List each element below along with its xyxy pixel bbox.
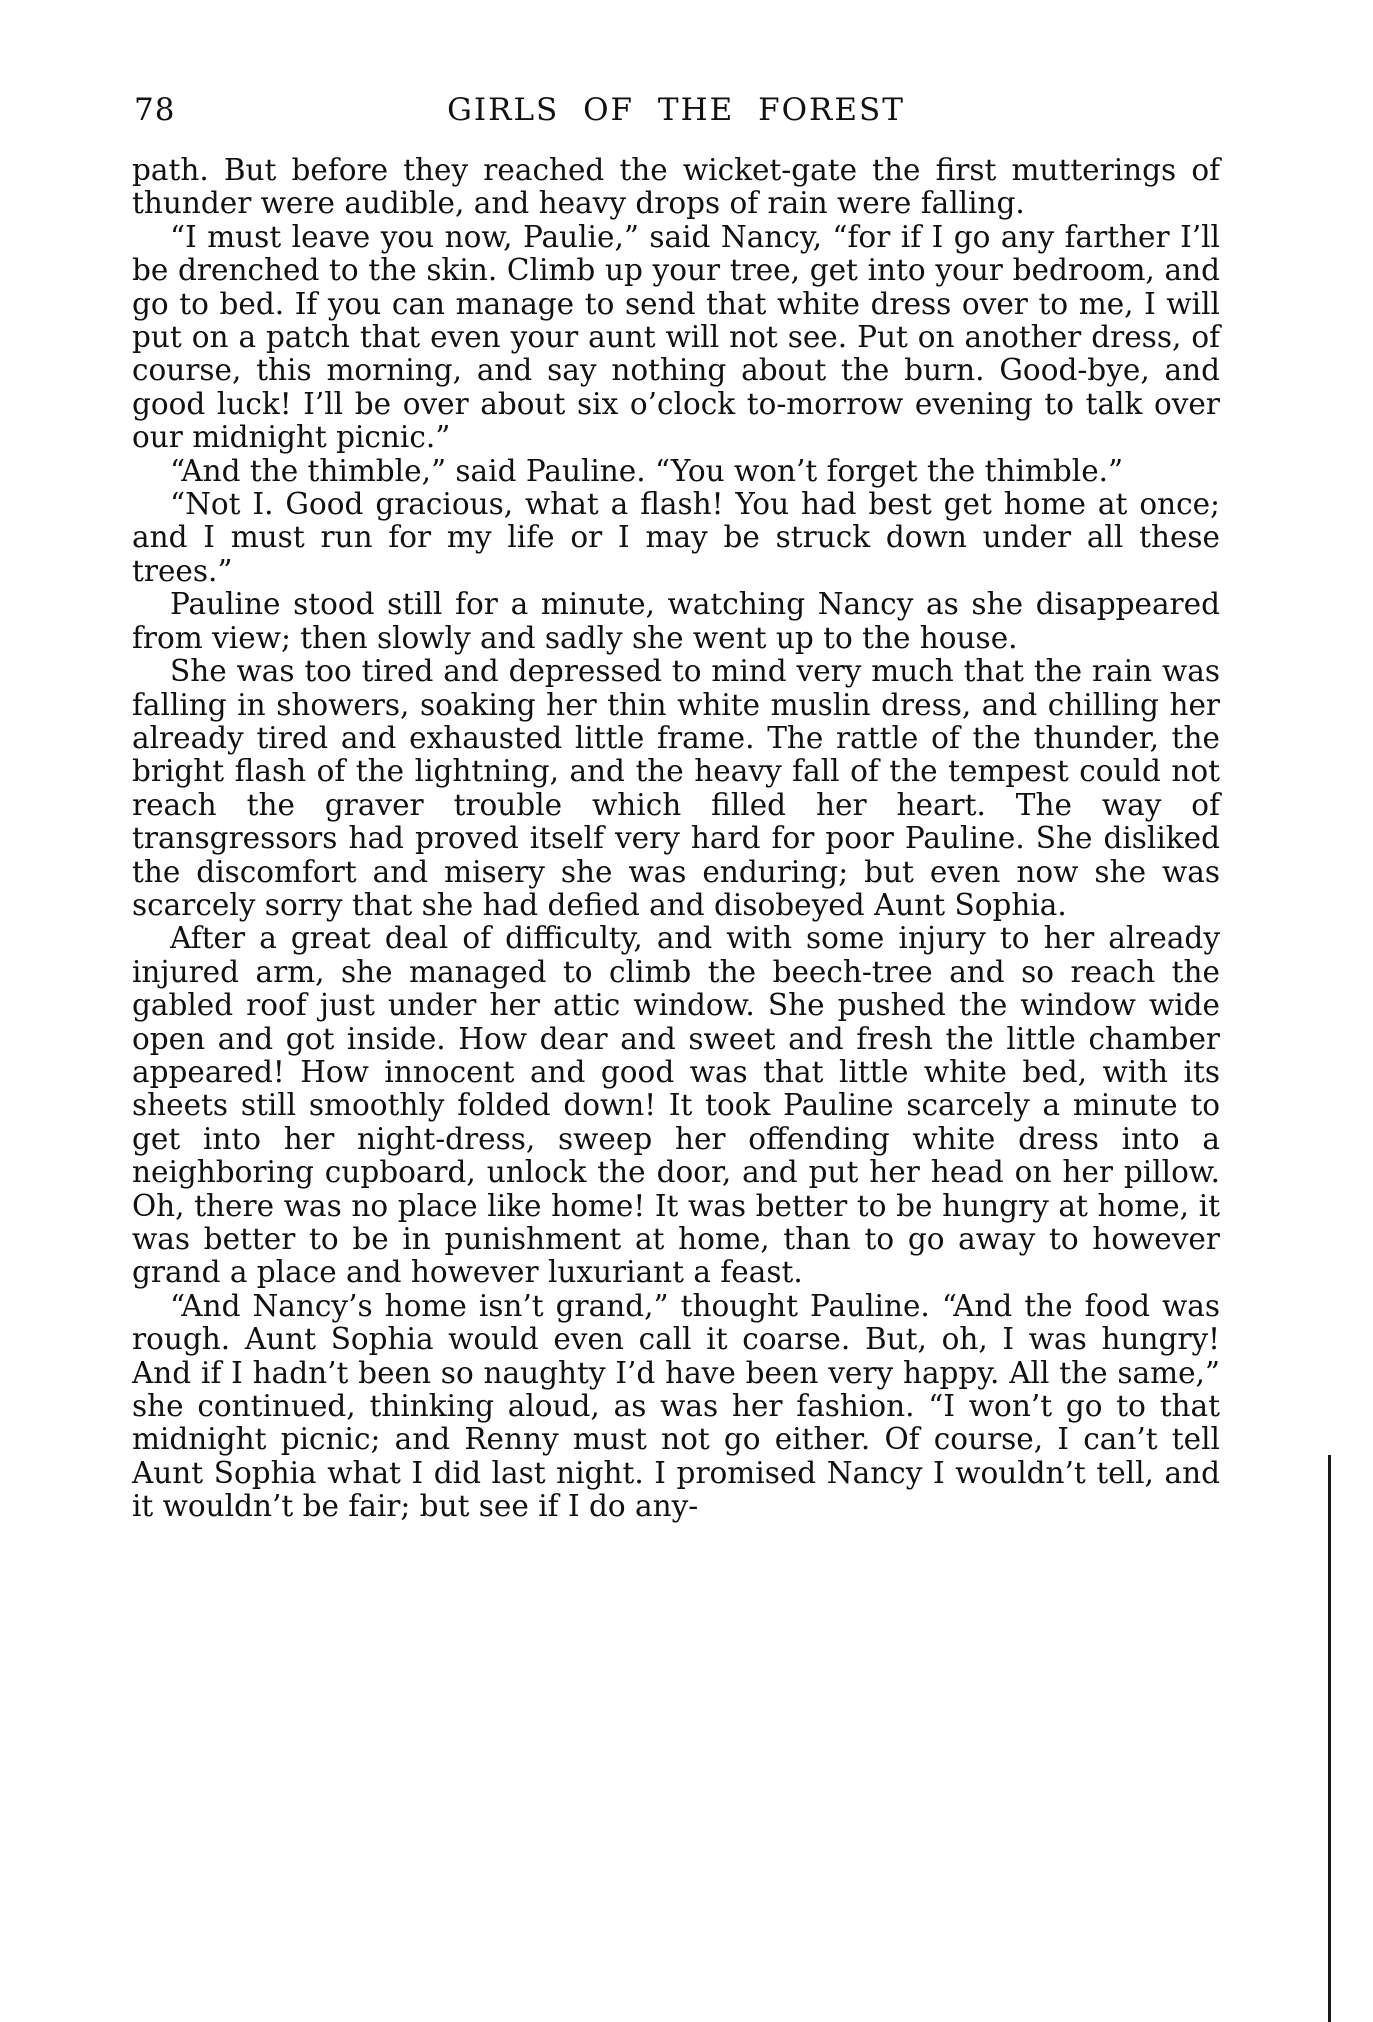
paragraph: After a great deal of difficulty, and with some injury to her already injured arm, she managed to climb the beech-tree and so reach the gabled roof just under her attic window. She pushed the window wide open and got inside. How dear and sweet and fresh the little chamber appeared! How innocent and good was that little white bed, with its sheets still smoothly folded down! It took Pauline scarcely a minute to get into her night-dress, sweep her offending white dress into a neighboring cupboard, unlock the door, and put her head on her pillow. Oh, there was no place like home! It was better to be hungry at home, it was better to be in punishment at home, than to go away to however grand a place and however luxuriant a feast. [132, 921, 1220, 1290]
running-title: GIRLS OF THE FOREST [447, 92, 905, 128]
scan-edge-line [1328, 1455, 1331, 2022]
paragraph: “Not I. Good gracious, what a flash! You had best get home at once; and I must run for my life or I may be struck down under all these trees.” [132, 487, 1220, 588]
paragraph: “I must leave you now, Paulie,” said Nancy, “for if I go any farther I’ll be drenched to the skin. Climb up your tree, get into your bedroom, and go to bed. If you can manage to send that white dress over to me, I will put on a patch that even your aunt will not see. Put on another dress, of course, this morning, and say nothing about the burn. Good-bye, and good luck! I’ll be over about six o’clock to-morrow evening to talk over our midnight picnic.” [132, 219, 1220, 455]
book-page [132, 92, 1220, 1524]
paragraph: Pauline stood still for a minute, watching Nancy as she disappeared from view; then slowly and sadly she went up to the house. [132, 587, 1220, 655]
page-number: 78 [134, 92, 176, 128]
body-text [132, 154, 1220, 1524]
paragraph: “And the thimble,” said Pauline. “You won’t forget the thimble.” [170, 453, 1124, 488]
paragraph: “And Nancy’s home isn’t grand,” thought Pauline. “And the food was rough. Aunt Sophia would even call it coarse. But, oh, I was hungry! And if I hadn’t been so naughty I’d have been very happy. All the same,” she continued, thinking aloud, as was her fashion. “I won’t go to that midnight picnic; and Renny must not go either. Of course, I can’t tell Aunt Sophia what I did last night. I promised Nancy I wouldn’t tell, and it wouldn’t be fair; but see if I do any- [132, 1288, 1220, 1524]
paragraph: path. But before they reached the wicket-gate the first mutterings of thunder were audible, and heavy drops of rain were falling. [132, 153, 1220, 221]
page-header [132, 92, 1220, 144]
paragraph: She was too tired and depressed to mind very much that the rain was falling in showers, soaking her thin white muslin dress, and chilling her already tired and exhausted little frame. The rattle of the thunder, the bright flash of the lightning, and the heavy fall of the tempest could not reach the graver trouble which filled her heart. The way of transgressors had proved itself very hard for poor Pauline. She disliked the discomfort and misery she was enduring; but even now she was scarcely sorry that she had defied and disobeyed Aunt Sophia. [132, 654, 1220, 922]
